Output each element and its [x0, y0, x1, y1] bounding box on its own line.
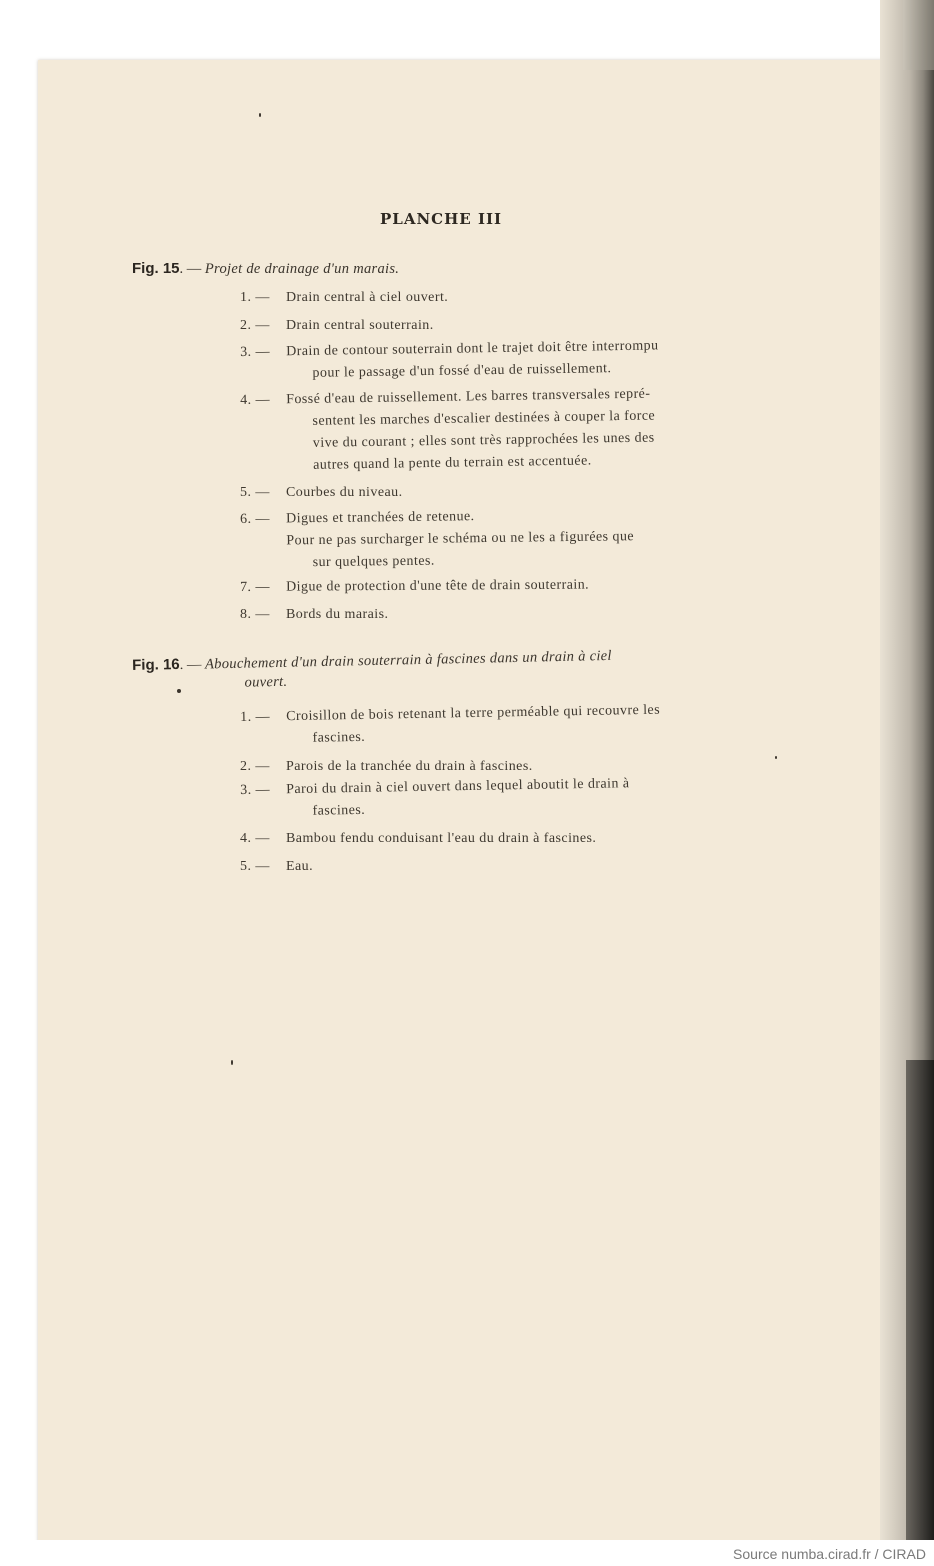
list-item: [240, 287, 448, 309]
list-item: [240, 828, 596, 850]
list-item: [240, 315, 434, 337]
item-number: 2. —: [240, 318, 270, 333]
binding-dark-edge: [906, 1060, 934, 1540]
item-number: 1. —: [240, 290, 270, 305]
item-text: Croisillon de bois retenant la terre perméable qui recouvre les: [286, 702, 661, 725]
speck: [259, 113, 261, 117]
item-number: 1. —: [240, 709, 271, 725]
fig16-label: Fig. 16: [132, 656, 180, 674]
item-text: Pour ne pas surcharger le schéma ou ne les a figurées que: [286, 529, 635, 549]
item-text: sentent les marches d'escalier destinées à couper la force: [312, 408, 656, 429]
item-text: pour le passage d'un fossé d'eau de ruissellement.: [312, 361, 612, 381]
binding-edge: [903, 0, 934, 70]
item-text: Paroi du drain à ciel ouvert dans lequel aboutit le drain à: [286, 776, 630, 798]
item-text: Fossé d'eau de ruissellement. Les barres transversales repré-: [286, 386, 651, 408]
item-number: 2. —: [240, 759, 270, 774]
item-number: 8. —: [240, 607, 270, 622]
fig16-dash: . —: [179, 656, 202, 674]
item-text: vive du courant ; elles sont très rapprochées les unes des: [312, 430, 655, 451]
fig15-label: Fig. 15: [132, 260, 180, 277]
list-item: [240, 856, 313, 878]
item-number: 6. —: [240, 511, 271, 527]
item-number: 4. —: [240, 831, 270, 846]
item-text: Drain central souterrain.: [286, 318, 434, 333]
source-credit: Source numba.cirad.fr / CIRAD: [733, 1546, 926, 1562]
list-item: [240, 773, 630, 824]
fig16-caption-cont: ouvert.: [244, 673, 288, 691]
item-text: Drain de contour souterrain dont le trajet doit être interrompu: [286, 338, 659, 360]
item-number: 3. —: [240, 344, 271, 360]
item-text: autres quand la pente du terrain est accentuée.: [313, 453, 592, 473]
item-text: fascines.: [312, 729, 366, 746]
item-text: fascines.: [312, 802, 366, 819]
item-number: 7. —: [240, 579, 270, 595]
item-text: Parois de la tranchée du drain à fascines.: [286, 759, 533, 774]
item-text: sur quelques pentes.: [312, 553, 435, 571]
fig15-header: [132, 260, 399, 278]
list-item: [240, 604, 388, 626]
item-text: Digue de protection d'une tête de drain souterrain.: [286, 577, 590, 595]
list-item: [240, 575, 589, 599]
item-text: Bords du marais.: [286, 607, 389, 622]
fig15-caption: Projet de drainage d'un marais.: [204, 261, 400, 277]
list-item: [240, 335, 659, 386]
speck: [775, 756, 777, 759]
item-number: 4. —: [240, 392, 271, 408]
item-text: Eau.: [286, 859, 314, 874]
list-item: [240, 482, 403, 504]
item-text: Courbes du niveau.: [286, 485, 403, 500]
item-number: 3. —: [240, 782, 271, 798]
list-item: [240, 700, 661, 751]
item-number: 5. —: [240, 859, 270, 874]
fig16-caption: Abouchement d'un drain souterrain à fascines dans un drain à ciel: [204, 647, 612, 673]
item-text: Digues et tranchées de retenue.: [286, 509, 475, 527]
item-number: 5. —: [240, 485, 270, 500]
item-text: Drain central à ciel ouvert.: [286, 290, 449, 305]
fig15-dash: . —: [179, 261, 202, 277]
page-title: PLANCHE III: [380, 210, 502, 228]
list-item: [240, 383, 656, 478]
list-item: [240, 504, 634, 575]
item-text: Bambou fendu conduisant l'eau du drain à fascines.: [286, 831, 597, 846]
speck: [231, 1060, 233, 1065]
